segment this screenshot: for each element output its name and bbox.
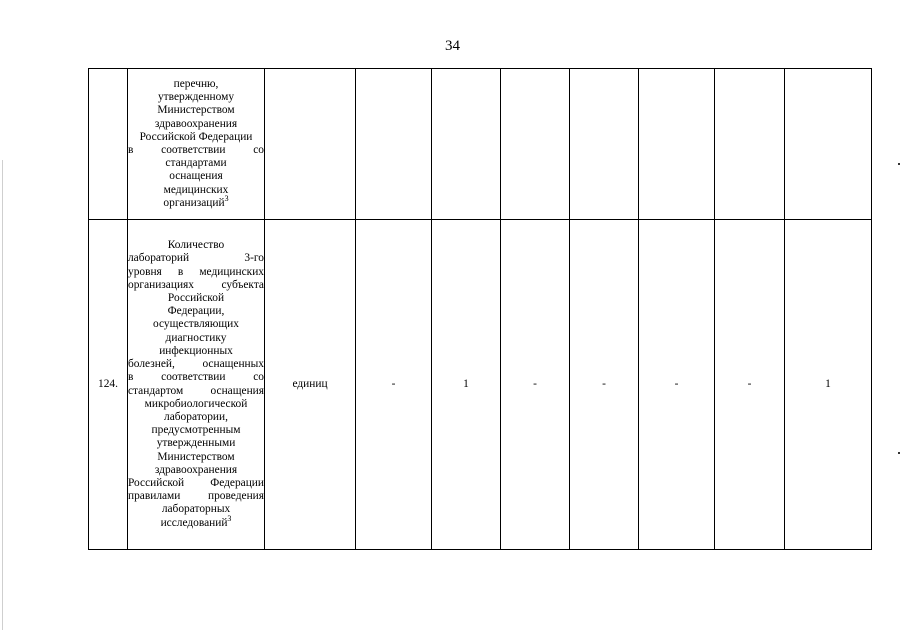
value-cell <box>639 69 715 220</box>
scan-artifact <box>898 452 900 454</box>
row-number-cell: 124. <box>89 220 128 550</box>
description-line: перечню, <box>173 77 219 90</box>
description-line: стандартом оснащения <box>128 384 264 397</box>
value-cell <box>785 69 872 220</box>
description-text: исследований <box>160 516 228 529</box>
description-line: Российской Федерации <box>128 476 264 489</box>
table-row <box>89 69 872 220</box>
description-line: правилами проведения <box>128 490 264 503</box>
value-cell: 1 <box>785 220 872 550</box>
value-cell: - <box>570 220 639 550</box>
description-line: лаборатории, <box>164 410 228 423</box>
description-line: утвержденными <box>156 437 236 450</box>
description-line <box>128 194 264 210</box>
table-row <box>89 220 872 550</box>
value-cell <box>432 69 501 220</box>
description-line: Количество <box>167 239 225 252</box>
scan-artifact <box>898 163 900 165</box>
description-line: инфекционных <box>159 344 233 357</box>
value-cell: 1 <box>432 220 501 550</box>
row-number-cell <box>89 69 128 220</box>
description-line: болезней, оснащенных <box>128 358 264 371</box>
indicator-description-cell <box>128 220 265 550</box>
value-cell: - <box>639 220 715 550</box>
value-cell <box>356 69 432 220</box>
indicator-description-cell <box>128 69 265 220</box>
value-cell <box>715 69 785 220</box>
description-line: Российской <box>167 292 225 305</box>
description-line: Федерации, <box>167 305 225 318</box>
description-line: Российской Федерации <box>139 130 253 143</box>
description-line: организациях субъекта <box>128 278 264 291</box>
description-line: оснащения <box>169 170 223 183</box>
description-text: организаций <box>163 196 225 209</box>
value-cell <box>570 69 639 220</box>
indicator-table <box>88 68 872 550</box>
description-line: здравоохранения <box>154 117 238 130</box>
scan-edge-line <box>2 160 3 630</box>
footnote-mark: 3 <box>224 194 229 204</box>
value-cell <box>501 69 570 220</box>
unit-cell: единиц <box>265 220 356 550</box>
description-line: микробиологической <box>144 397 248 410</box>
description-line: в соответствии со <box>128 144 264 156</box>
description-line: диагностику <box>165 331 227 344</box>
description-line: здравоохранения <box>154 463 238 476</box>
value-cell: - <box>715 220 785 550</box>
description-line: уровня в медицинских <box>128 265 264 278</box>
unit-cell <box>265 69 356 220</box>
page-number: 34 <box>445 38 460 54</box>
description-line: лабораторных <box>161 503 231 516</box>
description-line: предусмотренным <box>151 424 241 437</box>
description-line <box>128 513 264 530</box>
description-line: в соответствии со <box>128 371 264 384</box>
footnote-mark: 3 <box>227 513 232 523</box>
value-cell: - <box>501 220 570 550</box>
description-line: лабораторий 3-го <box>128 252 264 265</box>
description-line: стандартами <box>165 157 227 170</box>
description-line: утвержденному <box>157 91 235 104</box>
description-line: медицинских <box>163 183 229 196</box>
description-line: Министерством <box>157 104 235 117</box>
description-line: осуществляющих <box>153 318 239 331</box>
description-line: Министерством <box>157 450 235 463</box>
value-cell: - <box>356 220 432 550</box>
